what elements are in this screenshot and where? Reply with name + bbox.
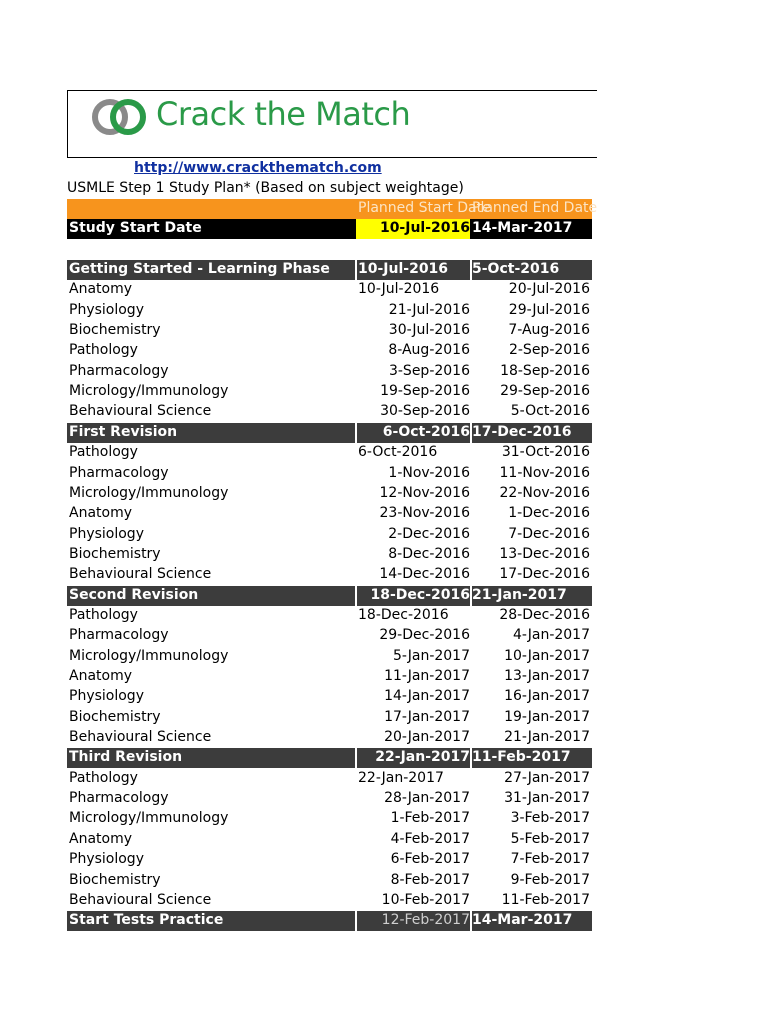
subject-end-date: 19-Jan-2017 (504, 708, 590, 725)
subject-end-date: 5-Oct-2016 (510, 403, 590, 420)
subject-end-date: 18-Sep-2016 (500, 362, 590, 379)
subject-start-date: 5-Jan-2017 (393, 647, 470, 664)
subject-name: Physiology (69, 688, 144, 705)
subject-name: Behavioural Science (69, 891, 212, 908)
subject-end-date: 22-Nov-2016 (499, 484, 590, 501)
subject-name: Micrology/Immunology (69, 647, 229, 664)
study-start-row (67, 219, 592, 239)
table-row (67, 789, 592, 809)
section-end-date: 11-Feb-2017 (472, 749, 571, 766)
subject-end-date: 1-Dec-2016 (508, 505, 590, 522)
table-row (67, 443, 592, 463)
section-end-date: 17-Dec-2016 (472, 423, 572, 440)
subject-name: Behavioural Science (69, 729, 212, 746)
subject-start-date: 2-Dec-2016 (388, 525, 470, 542)
subject-end-date: 9-Feb-2017 (510, 871, 590, 888)
subject-end-date: 7-Dec-2016 (508, 525, 590, 542)
section-start-date: 12-Feb-2017 (381, 912, 470, 929)
column-header-start: Planned Start Date (358, 200, 491, 216)
subject-end-date: 10-Jan-2017 (504, 647, 590, 664)
subject-name: Biochemistry (69, 871, 161, 888)
section-title: Start Tests Practice (69, 912, 224, 929)
plan-subtitle: USMLE Step 1 Study Plan* (Based on subject weightage) (67, 180, 464, 196)
subject-end-date: 27-Jan-2017 (504, 769, 590, 786)
section-header-row (67, 260, 592, 280)
subject-name: Pathology (69, 606, 138, 623)
study-start-date: 10-Jul-2016 (379, 220, 470, 236)
subject-end-date: 13-Dec-2016 (499, 545, 590, 562)
section-header-row (67, 423, 592, 443)
subject-start-date: 30-Sep-2016 (380, 403, 470, 420)
subject-end-date: 28-Dec-2016 (499, 606, 590, 623)
table-row (67, 830, 592, 850)
subject-name: Micrology/Immunology (69, 383, 229, 400)
table-row (67, 301, 592, 321)
subject-start-date: 19-Sep-2016 (380, 383, 470, 400)
subject-start-date: 8-Feb-2017 (390, 871, 470, 888)
subject-name: Physiology (69, 301, 144, 318)
subject-start-date: 14-Jan-2017 (384, 688, 470, 705)
column-header-row (67, 199, 598, 219)
column-header-end: Planned End Date (472, 200, 598, 216)
subject-end-date: 11-Nov-2016 (499, 464, 590, 481)
subject-name: Pharmacology (69, 790, 169, 807)
subject-name: Pathology (69, 342, 138, 359)
subject-start-date: 1-Feb-2017 (390, 810, 470, 827)
table-row (67, 402, 592, 422)
subject-end-date: 20-Jul-2016 (508, 281, 590, 298)
section-header-row (67, 748, 592, 768)
brand-name: Crack the Match (156, 95, 411, 133)
section-end-date: 21-Jan-2017 (472, 586, 567, 603)
subject-end-date: 3-Feb-2017 (510, 810, 590, 827)
subject-name: Physiology (69, 851, 144, 868)
subject-end-date: 5-Feb-2017 (510, 830, 590, 847)
subject-name: Micrology/Immunology (69, 484, 229, 501)
subject-start-date: 18-Dec-2016 (358, 606, 449, 623)
table-row (67, 504, 592, 524)
subject-name: Biochemistry (69, 322, 161, 339)
subject-start-date: 30-Jul-2016 (388, 322, 470, 339)
subject-start-date: 6-Feb-2017 (390, 851, 470, 868)
subject-name: Anatomy (69, 668, 133, 684)
section-start-date: 22-Jan-2017 (375, 749, 470, 766)
subject-name: Behavioural Science (69, 566, 212, 583)
table-row (67, 565, 592, 585)
section-title: Getting Started - Learning Phase (69, 261, 330, 277)
subject-start-date: 8-Aug-2016 (388, 342, 470, 359)
subject-start-date: 14-Dec-2016 (379, 566, 470, 583)
table-row (67, 687, 592, 707)
study-start-label: Study Start Date (69, 220, 202, 236)
subject-start-date: 21-Jul-2016 (388, 301, 470, 318)
subject-start-date: 10-Jul-2016 (358, 281, 440, 298)
subject-name: Pathology (69, 769, 138, 786)
subject-name: Pathology (69, 444, 138, 461)
website-link[interactable]: http://www.crackthematch.com (134, 160, 382, 176)
subject-end-date: 31-Oct-2016 (501, 444, 590, 461)
table-row (67, 850, 592, 870)
table-row (67, 626, 592, 646)
subject-name: Biochemistry (69, 708, 161, 725)
subject-start-date: 10-Feb-2017 (381, 891, 470, 908)
section-header-row (67, 911, 592, 931)
subject-start-date: 6-Oct-2016 (358, 444, 438, 461)
table-row (67, 545, 592, 565)
section-start-date: 10-Jul-2016 (358, 261, 449, 277)
subject-end-date: 29-Jul-2016 (508, 301, 590, 318)
table-row (67, 606, 592, 626)
subject-end-date: 13-Jan-2017 (504, 668, 590, 684)
subject-end-date: 31-Jan-2017 (504, 790, 590, 807)
subject-start-date: 4-Feb-2017 (390, 830, 470, 847)
table-row (67, 769, 592, 789)
section-end-date: 14-Mar-2017 (472, 912, 573, 929)
table-row (67, 484, 592, 504)
logo-banner (67, 90, 597, 158)
table-row (67, 891, 592, 911)
table-row (67, 525, 592, 545)
section-end-date: 5-Oct-2016 (472, 261, 560, 277)
table-row (67, 341, 592, 361)
subject-start-date: 29-Dec-2016 (379, 627, 470, 644)
subject-start-date: 1-Nov-2016 (388, 464, 470, 481)
study-end-date: 14-Mar-2017 (472, 220, 573, 236)
subject-end-date: 29-Sep-2016 (500, 383, 590, 400)
table-row (67, 280, 592, 300)
subject-end-date: 16-Jan-2017 (504, 688, 590, 705)
subject-start-date: 3-Sep-2016 (388, 362, 470, 379)
subject-name: Pharmacology (69, 627, 169, 644)
subject-name: Biochemistry (69, 545, 161, 562)
subject-end-date: 7-Feb-2017 (510, 851, 590, 868)
subject-end-date: 7-Aug-2016 (508, 322, 590, 339)
logo-rings-icon (88, 95, 152, 139)
subject-start-date: 11-Jan-2017 (384, 668, 470, 684)
table-row (67, 809, 592, 829)
table-row (67, 871, 592, 891)
subject-start-date: 22-Jan-2017 (358, 769, 444, 786)
table-row (67, 321, 592, 341)
table-row (67, 464, 592, 484)
subject-name: Anatomy (69, 505, 133, 522)
table-row (67, 647, 592, 667)
subject-end-date: 4-Jan-2017 (513, 627, 590, 644)
subject-name: Anatomy (69, 281, 133, 298)
table-row (67, 708, 592, 728)
subject-start-date: 20-Jan-2017 (384, 729, 470, 746)
subject-name: Physiology (69, 525, 144, 542)
subject-end-date: 21-Jan-2017 (504, 729, 590, 746)
subject-name: Anatomy (69, 830, 133, 847)
subject-end-date: 2-Sep-2016 (508, 342, 590, 359)
subject-start-date: 23-Nov-2016 (379, 505, 470, 522)
subject-start-date: 28-Jan-2017 (384, 790, 470, 807)
table-row (67, 667, 592, 687)
section-title: Third Revision (69, 749, 183, 766)
section-header-row (67, 586, 592, 606)
table-row (67, 362, 592, 382)
subject-end-date: 11-Feb-2017 (501, 891, 590, 908)
table-row (67, 382, 592, 402)
subject-end-date: 17-Dec-2016 (499, 566, 590, 583)
section-title: First Revision (69, 423, 178, 440)
subject-start-date: 8-Dec-2016 (388, 545, 470, 562)
subject-start-date: 12-Nov-2016 (379, 484, 470, 501)
subject-name: Micrology/Immunology (69, 810, 229, 827)
table-row (67, 728, 592, 748)
subject-start-date: 17-Jan-2017 (384, 708, 470, 725)
subject-name: Pharmacology (69, 362, 169, 379)
subject-name: Behavioural Science (69, 403, 212, 420)
subject-name: Pharmacology (69, 464, 169, 481)
section-start-date: 6-Oct-2016 (382, 423, 470, 440)
section-title: Second Revision (69, 586, 199, 603)
section-start-date: 18-Dec-2016 (370, 586, 470, 603)
